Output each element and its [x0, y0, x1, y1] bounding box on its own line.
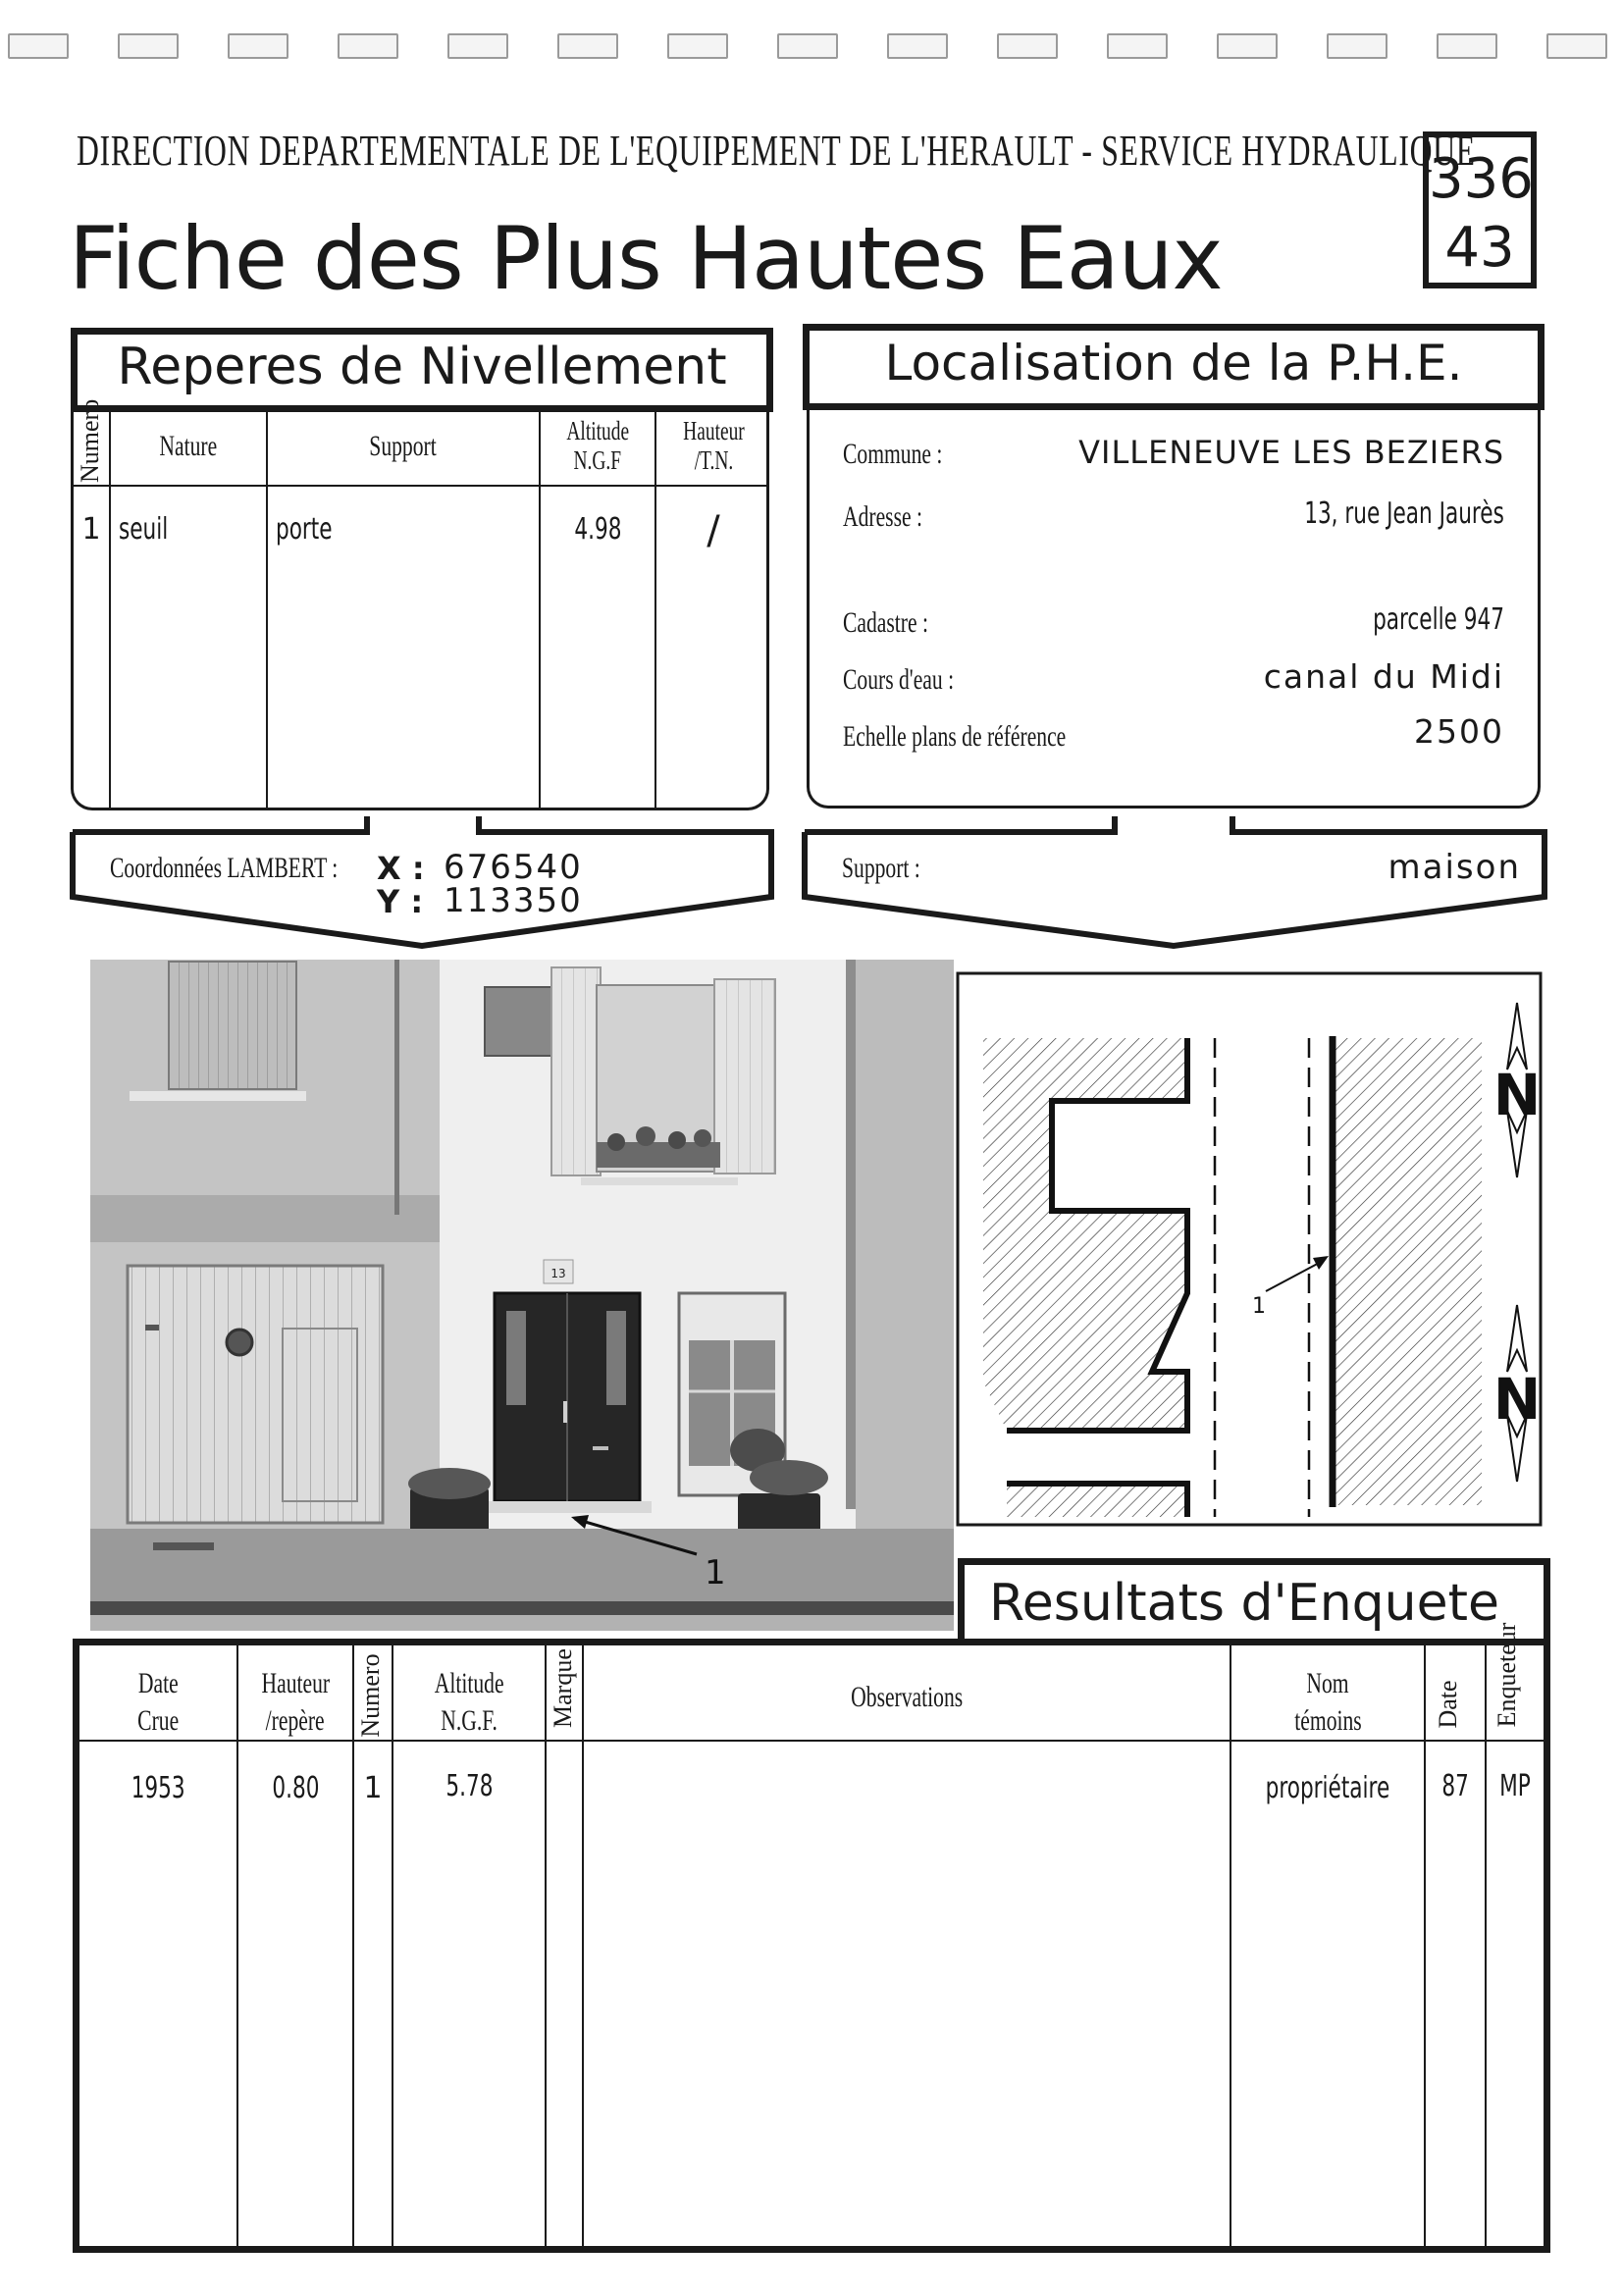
binder-hole	[1107, 33, 1168, 59]
resultats-row-date-crue	[79, 1771, 236, 1805]
resultats-col-observations-label: Observations	[851, 1681, 963, 1713]
adresse-label-text: Adresse :	[843, 500, 922, 533]
resultats-col-numero: Numero	[356, 1653, 385, 1738]
department-header	[77, 126, 1623, 176]
resultats-col-altitude	[393, 1665, 545, 1740]
cadastre-value-text: parcelle 947	[1373, 602, 1504, 637]
binder-hole	[1546, 33, 1607, 59]
reperes-row-nature-text: seuil	[119, 512, 169, 547]
adresse-label	[843, 500, 953, 534]
north-label-2: N	[1492, 1366, 1542, 1433]
cours-label-text: Cours d'eau :	[843, 663, 955, 696]
resultats-row-date-crue-text: 1953	[131, 1771, 185, 1805]
reperes-col-support	[268, 430, 539, 463]
department-text: DIRECTION DEPARTEMENTALE DE L'EQUIPEMENT DE L'HERAULT - SERVICE HYDRAULIQUE	[77, 127, 1476, 175]
lambert-y-value: 113350	[444, 881, 583, 920]
resultats-row-nom	[1231, 1771, 1424, 1805]
resultats-col-hauteur-1: Hauteur	[261, 1667, 330, 1699]
resultats-table	[73, 1622, 1550, 2253]
lambert-x-value: 676540	[444, 848, 583, 887]
reference-top: 336	[1429, 147, 1534, 211]
binder-hole	[887, 33, 948, 59]
reperes-col-altitude	[541, 416, 654, 475]
cours-value: canal du Midi	[1263, 657, 1504, 696]
resultats-row-hauteur-text: 0.80	[271, 1771, 320, 1805]
lambert-x-label: X :	[377, 850, 425, 887]
binder-hole	[1327, 33, 1387, 59]
reperes-divider	[109, 412, 111, 808]
cadastre-label	[843, 606, 962, 640]
resultats-divider	[545, 1645, 547, 2246]
binder-hole	[118, 33, 179, 59]
localisation-panel	[807, 410, 1541, 809]
resultats-divider	[582, 1645, 584, 2246]
resultats-col-altitude-2: N.G.F.	[441, 1704, 497, 1737]
resultats-row-altitude	[393, 1769, 545, 1803]
resultats-row-enqueteur	[1487, 1769, 1544, 1803]
echelle-label	[843, 720, 1153, 754]
resultats-col-date-crue	[79, 1665, 236, 1740]
commune-label	[843, 438, 981, 471]
binder-hole	[667, 33, 728, 59]
resultats-row-numero: 1	[363, 1771, 383, 1805]
echelle-value: 2500	[1414, 712, 1504, 751]
house-photo	[90, 960, 954, 1631]
reference-box	[1423, 131, 1537, 288]
reperes-table	[71, 398, 769, 810]
resultats-col-altitude-1: Altitude	[434, 1667, 504, 1699]
reperes-row-altitude	[541, 512, 654, 547]
resultats-col-nom-1: Nom	[1306, 1667, 1349, 1699]
resultats-row-date	[1426, 1769, 1485, 1803]
plan-marker: 1	[1252, 1294, 1266, 1319]
resultats-col-nom-2: témoins	[1293, 1704, 1362, 1737]
reperes-col-hauteur	[656, 416, 770, 475]
binder-hole	[997, 33, 1058, 59]
lambert-label-text: Coordonnées LAMBERT :	[110, 852, 339, 884]
reperes-col-hauteur-label: Hauteur	[682, 416, 745, 445]
resultats-divider	[352, 1645, 354, 2246]
resultats-row-enqueteur-text: MP	[1499, 1769, 1531, 1803]
photo-door-number: 13	[550, 1267, 566, 1280]
reperes-row-hauteur: /	[707, 508, 720, 553]
north-label-1: N	[1492, 1062, 1542, 1128]
cadastre-label-text: Cadastre :	[843, 606, 928, 639]
reperes-col-altitude-unit: N.G.F	[573, 445, 622, 475]
cadastre-value	[1322, 602, 1504, 637]
reperes-row-numero: 1	[81, 512, 101, 547]
resultats-col-marque: Marque	[549, 1648, 577, 1728]
resultats-row-nom-text: propriétaire	[1265, 1771, 1390, 1805]
support-label	[842, 852, 951, 885]
binder-hole	[777, 33, 838, 59]
resultats-row-altitude-text: 5.78	[445, 1769, 494, 1803]
echelle-label-text: Echelle plans de référence	[843, 720, 1067, 753]
reperes-row-nature	[119, 512, 187, 547]
resultats-col-hauteur	[238, 1665, 352, 1740]
resultats-col-nom	[1231, 1665, 1424, 1740]
resultats-title: Resultats d'Enquete	[989, 1574, 1499, 1633]
resultats-row-date-text: 87	[1441, 1769, 1469, 1803]
reperes-title: Reperes de Nivellement	[71, 328, 773, 412]
resultats-row-hauteur	[238, 1771, 352, 1805]
commune-value: VILLENEUVE LES BEZIERS	[1078, 434, 1504, 471]
reperes-col-altitude-label: Altitude	[566, 416, 629, 445]
reperes-col-nature-label: Nature	[159, 430, 218, 462]
resultats-col-date-crue-2: Crue	[136, 1704, 179, 1737]
binder-hole	[338, 33, 398, 59]
resultats-header-rule	[79, 1740, 1544, 1742]
resultats-col-date-crue-1: Date	[137, 1667, 179, 1699]
lambert-y-label: Y :	[377, 883, 424, 920]
reperes-col-nature	[111, 430, 266, 463]
binder-hole	[1437, 33, 1497, 59]
reperes-col-numero: Numero	[76, 398, 104, 483]
site-plan	[956, 971, 1544, 1529]
reperes-row-altitude-text: 4.98	[573, 512, 622, 547]
reperes-row-support-text: porte	[276, 512, 333, 547]
localisation-title: Localisation de la P.H.E.	[803, 324, 1544, 410]
support-value: maison	[1387, 848, 1521, 887]
resultats-divider	[1485, 1645, 1487, 2246]
commune-label-text: Commune :	[843, 438, 943, 470]
binder-hole	[228, 33, 288, 59]
resultats-col-enqueteur: Enqueteur	[1492, 1622, 1521, 1728]
adresse-value-text: 13, rue Jean Jaurès	[1304, 496, 1504, 531]
adresse-value	[1227, 496, 1504, 531]
page-title: Fiche des Plus Hautes Eaux	[69, 208, 1223, 309]
resultats-col-date: Date	[1434, 1680, 1462, 1729]
support-label-text: Support :	[842, 852, 920, 884]
resultats-col-observations	[584, 1681, 1230, 1714]
binder-hole	[447, 33, 508, 59]
resultats-col-hauteur-2: /repère	[266, 1704, 325, 1737]
binder-hole	[557, 33, 618, 59]
reperes-col-hauteur-unit: /T.N.	[694, 445, 733, 475]
reperes-col-support-label: Support	[369, 430, 438, 462]
reperes-header-rule	[74, 485, 769, 487]
binder-hole	[8, 33, 69, 59]
reperes-row-support	[276, 512, 354, 547]
binder-hole	[1217, 33, 1278, 59]
photo-marker: 1	[705, 1553, 726, 1592]
reperes-divider	[266, 412, 268, 808]
reference-bottom: 43	[1444, 216, 1515, 280]
resultats-divider	[1424, 1645, 1426, 2246]
cours-label	[843, 663, 997, 697]
